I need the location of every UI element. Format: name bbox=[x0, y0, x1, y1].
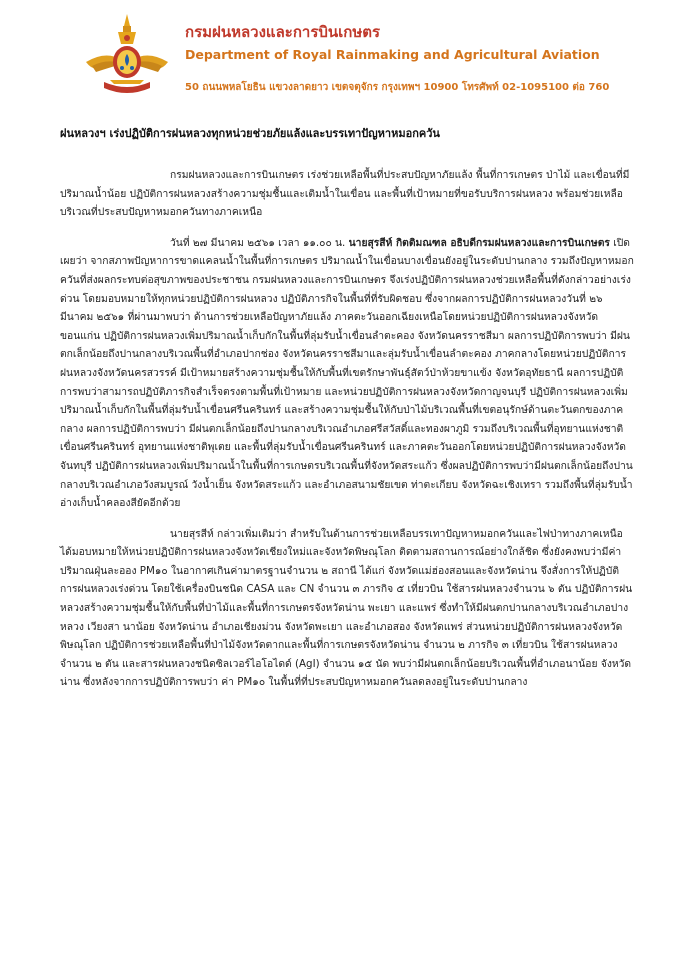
paragraph-drought-operations bbox=[60, 234, 635, 513]
letterhead bbox=[0, 0, 676, 110]
paragraph-summary: กรมฝนหลวงและการบินเกษตร เร่งช่วยเหลือพื้นที่ประสบปัญหาภัยแล้ง พื้นที่การเกษตร ป่าไม้ และเขื่อนที่มีปริมาณน้ำน้อย ปฏิบัติการฝนหลวงสร้างความชุ่มชื้นและเติมน้ำในเขื่อน และพื้นที่เป้าหมายที่ขอรับบริการฝนหลวง พร้อมช่วยเหลือบริเวณที่ประสบปัญหาหมอกควันทางภาคเหนือ bbox=[60, 169, 630, 219]
press-release-headline: ฝนหลวงฯ เร่งปฏิบัติการฝนหลวงทุกหน่วยช่วยภัยแล้งและบรรเทาปัญหาหมอกควัน bbox=[60, 127, 440, 140]
paragraph-haze-operations: นายสุรสีห์ กล่าวเพิ่มเติมว่า สำหรับในด้านการช่วยเหลือบรรเทาปัญหาหมอกควันและไฟป่าทางภาคเหนือ ได้มอบหมายให้หน่วยปฏิบัติการฝนหลวงจังหวัดเชียงใหม่และจังหวัดพิษณุโลก ติดตามสถานการณ์อย่างใกล้ชิด ซึ่งยังคงพบว่ามีค่าปริมาณฝุ่นละออง PM๑๐ ในอากาศเกินค่ามาตรฐานจำนวน ๒ สถานี ได้แก่ จังหวัดแม่ฮ่องสอนและจังหวัดน่าน จึงสั่งการให้ปฏิบัติการฝนหลวงเร่งด่วน โดยใช้เครื่องบินชนิด CASA และ CN จำนวน ๓ ภารกิจ ๕ เที่ยวบิน ใช้สารฝนหลวงจำนวน ๖ ตัน ปฏิบัติการฝนหลวงสร้างความชุ่มชื้นให้กับพื้นที่ป่าไม้และพื้นที่การเกษตรจังหวัดน่าน พะเยา และแพร่ ซึ่งทำให้มีฝนตกปานกลางบริเวณอำเภอปางหลวง เวียงสา นาน้อย จังหวัดน่าน อำเภอเชียงม่วน จังหวัดพะเยา และอำเภอสอง จังหวัดแพร่ ส่วนหน่วยปฏิบัติการฝนหลวงจังหวัดพิษณุโลก ปฏิบัติการช่วยเหลือพื้นที่ป่าไม้จังหวัดตากและพื้นที่การเกษตรจังหวัดน่าน จำนวน ๒ ภารกิจ ๓ เที่ยวบิน ใช้สารฝนหลวงจำนวน ๒ ตัน และสารฝนหลวงชนิดซิลเวอร์ไอโอไดด์ (AgI) จำนวน ๑๕ นัด พบว่ามีฝนตกเล็กน้อยบริเวณพื้นที่อำเภอนาน้อย จังหวัดน่าน ซึ่งหลังจากการปฏิบัติการพบว่า ค่า PM๑๐ ในพื้นที่ที่ประสบปัญหาหมอกควันลดลงอยู่ในระดับปานกลาง bbox=[60, 527, 633, 689]
paragraph-drought-body: เปิดเผยว่า จากสภาพปัญหาการขาดแคลนน้ำในพื้นที่การเกษตร ปริมาณน้ำในเขื่อนบางเขื่อนยังอยู่ในระดับปานกลาง รวมถึงปัญหาหมอกควันที่ส่งผลกระทบต่อสุขภาพของประชาชน กรมฝนหลวงและการบินเกษตร จึงเร่งปฏิบัติการฝนหลวงช่วยเหลือพื้นที่ดังกล่าวอย่างเร่งด่วน โดยมอบหมายให้ทุกหน่วยปฏิบัติการฝนหลวง ปฏิบัติภารกิจในพื้นที่ที่รับผิดชอบ ซึ่งจากผลการปฏิบัติการฝนหลวงวันที่ ๒๖ มีนาคม ๒๕๖๑ ที่ผ่านมาพบว่า ด้านการช่วยเหลือปัญหาภัยแล้ง ภาคตะวันออกเฉียงเหนือโดยหน่วยปฏิบัติการฝนหลวงจังหวัดขอนแก่น ปฏิบัติการฝนหลวงเพิ่มปริมาณน้ำเก็บกักในพื้นที่ลุ่มรับน้ำเขื่อนลำตะคอง จังหวัดนครราชสีมา ผลการปฏิบัติการพบว่า มีฝนตกเล็กน้อยถึงปานกลางบริเวณพื้นที่อำเภอปากช่อง จังหวัดนครราชสีมาและลุ่มรับน้ำเขื่อนลำตะคอง ภาคกลางโดยหน่วยปฏิบัติการฝนหลวงจังหวัดนครสวรรค์ มีเป้าหมายสร้างความชุ่มชื้นให้กับพื้นที่เขตรักษาพันธุ์สัตว์ป่าห้วยขาแข้ง จังหวัดอุทัยธานี ผลการปฏิบัติการพบว่าสามารถปฏิบัติภารกิจสำเร็จตรงตามพื้นที่เป้าหมาย และหน่วยปฏิบัติการฝนหลวงจังหวัดกาญจนบุรี ปฏิบัติการฝนหลวงเพิ่มปริมาณน้ำเก็บกักในพื้นที่ลุ่มรับน้ำเขื่อนศรีนครินทร์ และสร้างความชุ่มชื้นให้กับป่าไม้บริเวณพื้นที่เขตอนุรักษ์ด้านตะวันตกของภาคกลาง ผลการปฏิบัติการพบว่า มีฝนตกเล็กน้อยถึงปานกลางบริเวณอำเภอศรีสวัสดิ์และทองผาภูมิ รวมถึงบริเวณพื้นที่อุทยานแห่งชาติเขื่อนศรีนครินทร์ อุทยานแห่งชาติพุเตย และพื้นที่ลุ่มรับน้ำเขื่อนศรีนครินทร์ และภาคตะวันออกโดยหน่วยปฏิบัติการฝนหลวงจังหวัดจันทบุรี ปฏิบัติการฝนหลวงเพิ่มปริมาณน้ำในพื้นที่การเกษตรบริเวณพื้นที่จังหวัดสระแก้ว ซึ่งผลปฏิบัติการพบว่ามีฝนตกเล็กน้อยถึงปานกลางบริเวณอำเภอวังสมบูรณ์ วังน้ำเย็น จังหวัดสระแก้ว และอำเภอสนามชัยเขต ท่าตะเกียบ จังหวัดฉะเชิงเทรา รวมถึงพื้นที่ลุ่มรับน้ำอ่างเก็บน้ำคลองสียัดอีกด้วย bbox=[60, 236, 634, 510]
date-time: วันที่ ๒๗ มีนาคม ๒๕๖๑ เวลา ๑๑.๐๐ น. bbox=[170, 236, 346, 249]
org-name-thai: กรมฝนหลวงและการบินเกษตร bbox=[185, 23, 381, 41]
org-address: 50 ถนนพหลโยธิน แขวงลาดยาว เขตจตุจักร กรุงเทพฯ 10900 โทรศัพท์ 02-1095100 ต่อ 760 bbox=[185, 82, 610, 93]
org-name-english: Department of Royal Rainmaking and Agricultural Aviation bbox=[185, 47, 600, 62]
speaker-name: นายสุรสีห์ กิตติมณฑล อธิบดีกรมฝนหลวงและการบินเกษตร bbox=[348, 236, 610, 249]
royal-rainmaking-emblem-icon bbox=[84, 10, 170, 98]
press-release-body bbox=[60, 166, 635, 704]
